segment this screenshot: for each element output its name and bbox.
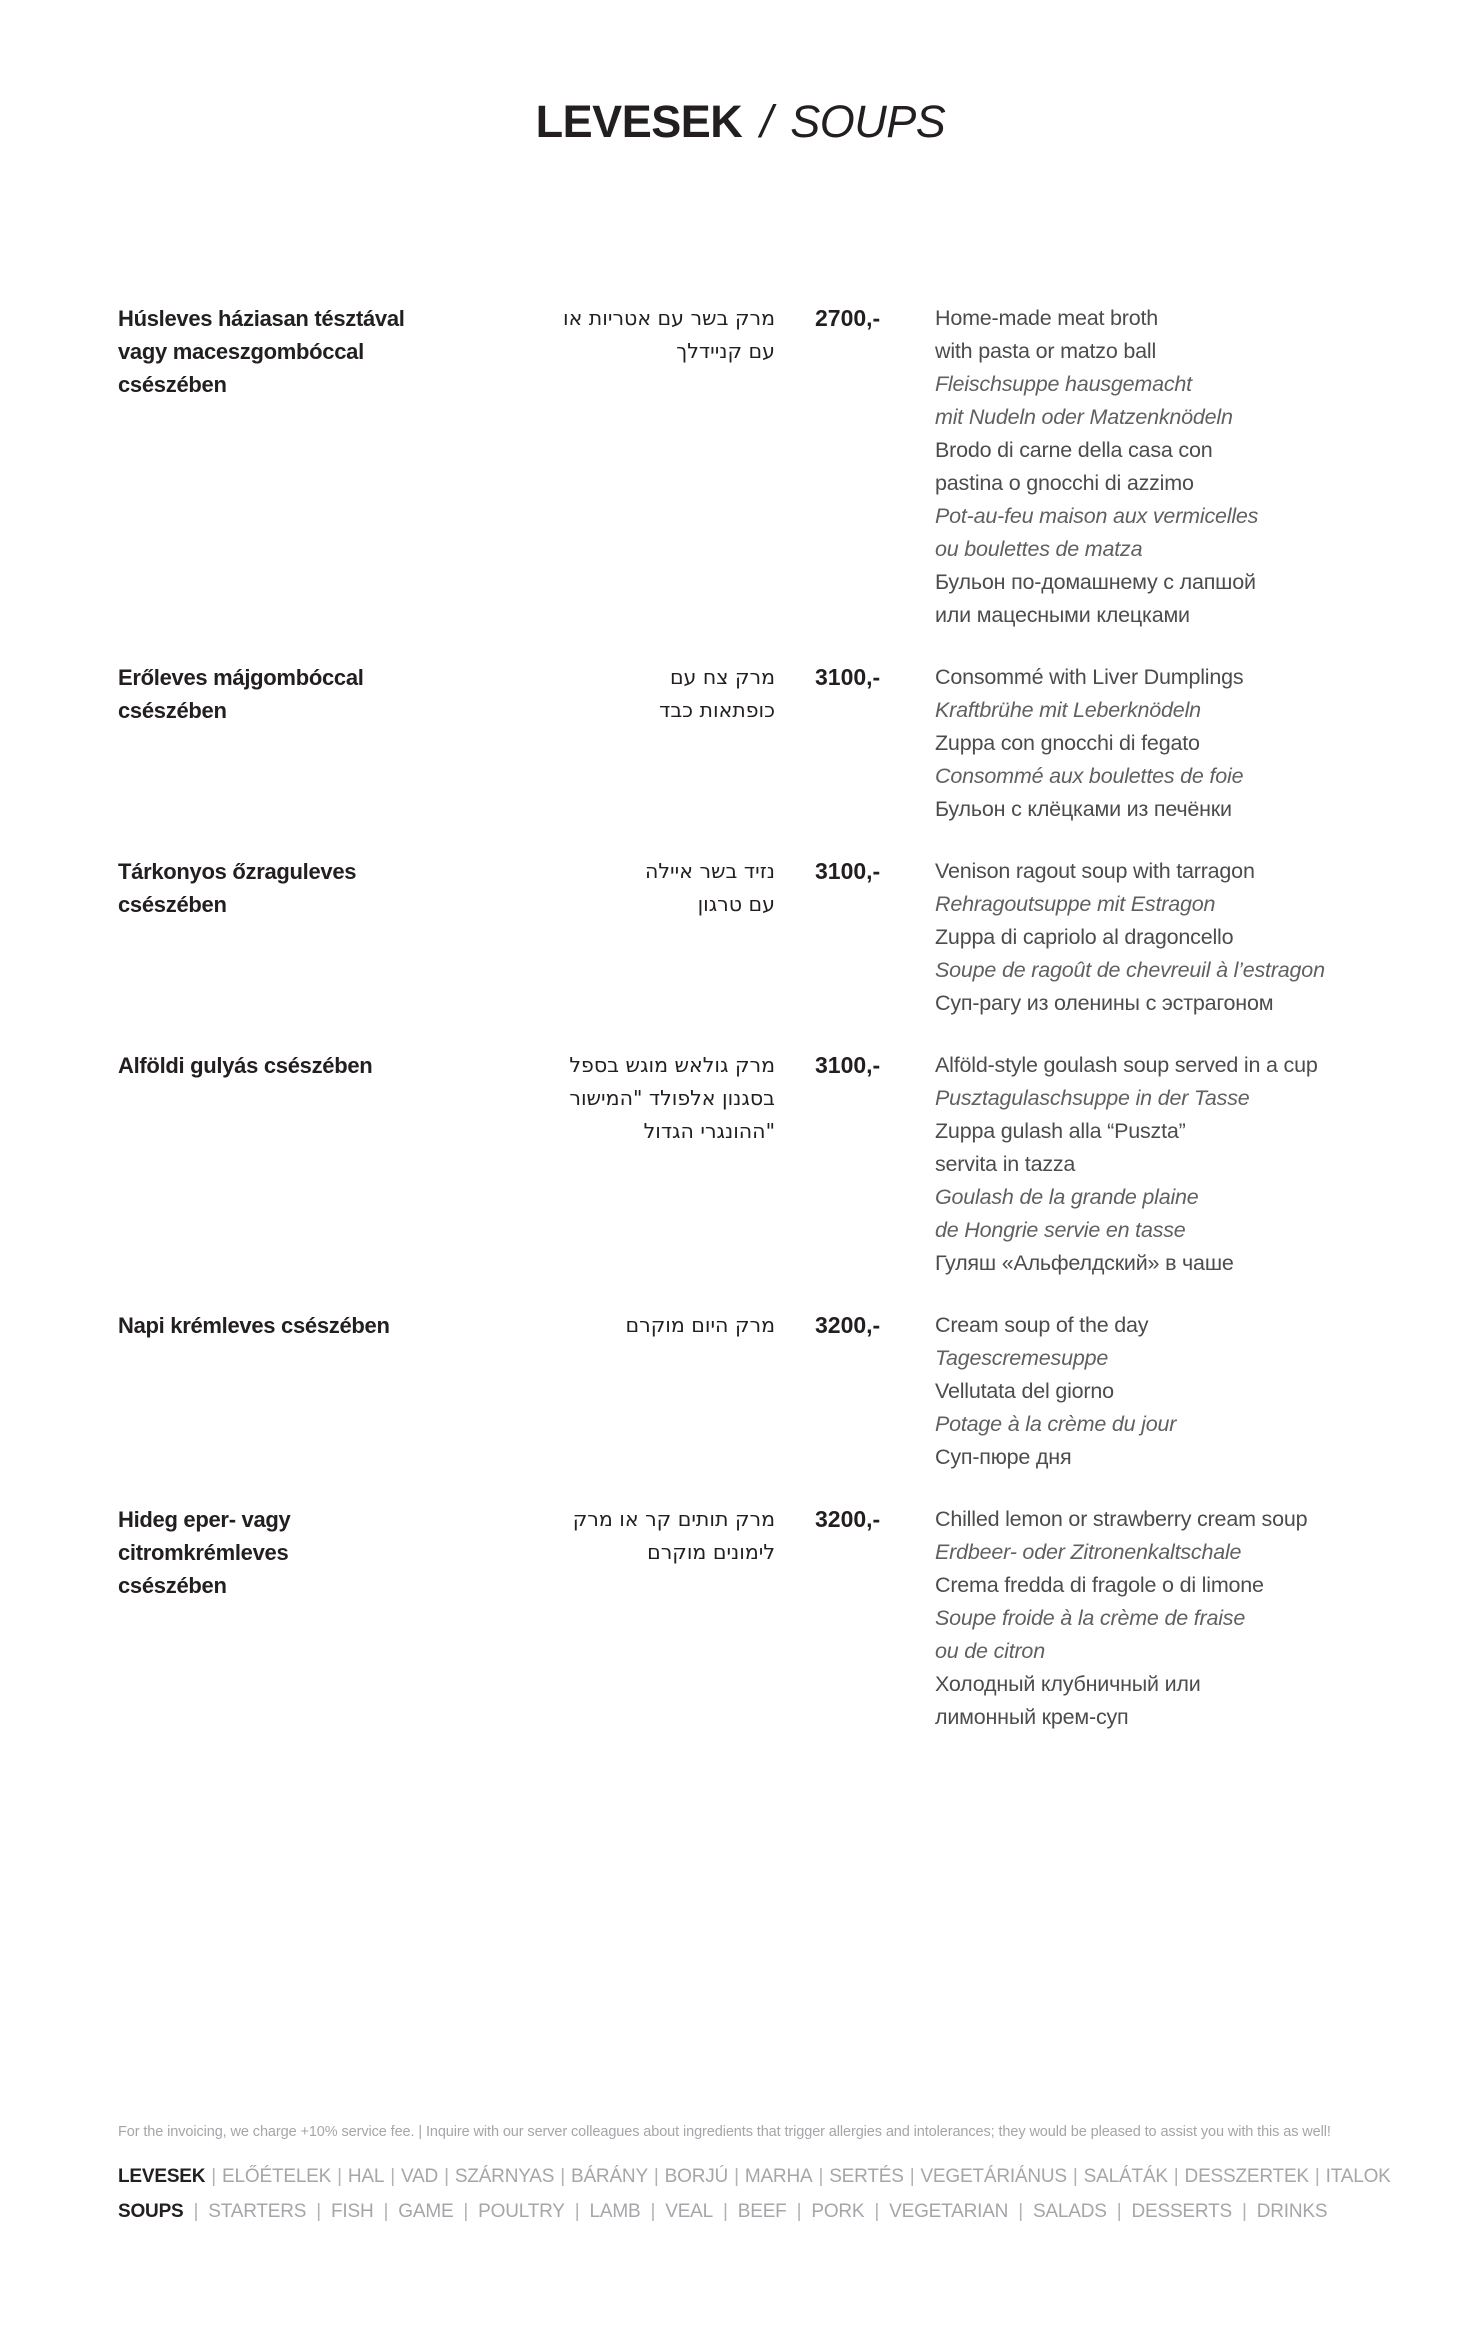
translation-line-de: Rehragoutsuppe mit Estragon (935, 892, 1216, 916)
translation-line-de: Erdbeer- oder Zitronenkaltschale (935, 1540, 1242, 1564)
nav-item-desszertek[interactable]: DESSZERTEK (1184, 2166, 1309, 2187)
translation-line-it: Vellutata del giorno (935, 1379, 1114, 1403)
page-title-english: SOUPS (790, 96, 946, 147)
nav-separator: | (463, 2201, 469, 2222)
nav-item-veal[interactable]: VEAL (665, 2201, 714, 2222)
translation-line-fr: ou boulettes de matza (935, 537, 1143, 561)
nav-item-marha[interactable]: MARHA (744, 2166, 813, 2187)
item-name-hebrew (420, 1049, 775, 1280)
translation-line-en: Consommé with Liver Dumplings (935, 665, 1244, 689)
section-nav-english (118, 2201, 1438, 2223)
translation-line-fr: Soupe froide à la crème de fraise (935, 1606, 1246, 1630)
translation-line-ru: Бульон по-домашнему с лапшой (935, 570, 1256, 594)
nav-separator: | (796, 2201, 802, 2222)
item-name-line: Húsleves háziasan tésztával (118, 306, 405, 331)
nav-item-lamb[interactable]: LAMB (589, 2201, 641, 2222)
translation-line-ru: Бульон с клёцками из печёнки (935, 797, 1232, 821)
nav-item-vad[interactable]: VAD (401, 2166, 439, 2187)
hebrew-line: לימונים מוקרם (647, 1540, 775, 1564)
nav-item-salads[interactable]: SALADS (1032, 2201, 1107, 2222)
hebrew-line: מרק גולאש מוגש בספל (569, 1053, 775, 1077)
translation-line-fr: Goulash de la grande plaine (935, 1185, 1199, 1209)
nav-item-saláták[interactable]: SALÁTÁK (1083, 2166, 1168, 2187)
hebrew-line: מרק היום מוקרם (625, 1313, 775, 1337)
menu-item (118, 855, 1390, 1020)
item-name-line: Tárkonyos őzraguleves (118, 859, 357, 884)
item-name-line: citromkrémleves (118, 1540, 289, 1565)
nav-item-bárány[interactable]: BÁRÁNY (570, 2166, 648, 2187)
translation-line-de: mit Nudeln oder Matzenknödeln (935, 405, 1233, 429)
hebrew-line: "ההונגרי הגדול (643, 1119, 775, 1143)
nav-separator: | (650, 2201, 656, 2222)
nav-item-szárnyas[interactable]: SZÁRNYAS (454, 2166, 555, 2187)
nav-item-előételek[interactable]: ELŐÉTELEK (222, 2166, 332, 2187)
nav-separator: | (734, 2166, 739, 2187)
item-name-hebrew (420, 661, 775, 826)
nav-separator: | (574, 2201, 580, 2222)
translation-line-fr: Potage à la crème du jour (935, 1412, 1177, 1436)
translation-line-fr: Consommé aux boulettes de foie (935, 764, 1244, 788)
item-price: 2700,- (815, 305, 881, 331)
item-name-line: Napi krémleves csészében (118, 1313, 390, 1338)
item-name-hebrew (420, 855, 775, 1020)
page-title (0, 96, 1481, 148)
translation-line-en: Cream soup of the day (935, 1313, 1149, 1337)
item-translations (935, 1309, 1390, 1474)
page-title-hungarian: LEVESEK (535, 96, 743, 147)
nav-separator: | (1116, 2201, 1122, 2222)
menu-item (118, 1309, 1390, 1474)
nav-separator: | (1173, 2166, 1179, 2187)
nav-separator: | (909, 2166, 915, 2187)
hebrew-line: בסגנון אלפולד "המישור (569, 1086, 775, 1110)
item-price: 3100,- (815, 858, 881, 884)
translation-line-it: Zuppa di capriolo al dragoncello (935, 925, 1234, 949)
translation-line-en: Alföld-style goulash soup served in a cup (935, 1053, 1318, 1077)
translation-line-ru: Гуляш «Альфелдский» в чаше (935, 1251, 1234, 1275)
translation-line-de: Tagescremesuppe (935, 1346, 1109, 1370)
nav-item-vegetarian[interactable]: VEGETARIAN (889, 2201, 1009, 2222)
translation-line-it: Zuppa gulash alla “Puszta” (935, 1119, 1186, 1143)
menu-item (118, 1503, 1390, 1734)
nav-separator: | (1072, 2166, 1078, 2187)
item-translations (935, 661, 1390, 826)
translation-line-it: Brodo di carne della casa con (935, 438, 1213, 462)
item-name-line: csészében (118, 1573, 227, 1598)
nav-item-borjú[interactable]: BORJÚ (664, 2166, 729, 2187)
nav-separator: | (723, 2201, 728, 2222)
hebrew-line: מרק תותים קר או מרק (572, 1507, 775, 1531)
translation-line-en: Chilled lemon or strawberry cream soup (935, 1507, 1308, 1531)
item-name-line: Erőleves májgombóccal (118, 665, 364, 690)
item-name-hungarian (118, 855, 420, 1020)
nav-item-italok[interactable]: ITALOK (1325, 2166, 1391, 2187)
nav-separator: | (1241, 2201, 1247, 2222)
translation-line-ru: Суп-пюре дня (935, 1445, 1072, 1469)
item-name-line: vagy maceszgombóccal (118, 339, 364, 364)
hebrew-line: עם טרגון (697, 892, 775, 916)
translation-line-fr: Pot-au-feu maison aux vermicelles (935, 504, 1259, 528)
nav-item-game[interactable]: GAME (398, 2201, 454, 2222)
item-name-hungarian (118, 1503, 420, 1734)
footer (118, 2124, 1438, 2236)
nav-separator: | (1314, 2166, 1320, 2187)
hebrew-line: מרק צח עם (669, 665, 775, 689)
nav-separator: | (818, 2166, 824, 2187)
translation-line-it: servita in tazza (935, 1152, 1076, 1176)
page-title-separator: / (760, 96, 773, 147)
item-name-line: csészében (118, 892, 227, 917)
item-price: 3200,- (815, 1312, 881, 1338)
item-name-hebrew (420, 1309, 775, 1474)
translation-line-de: Fleischsuppe hausgemacht (935, 372, 1192, 396)
nav-item-beef[interactable]: BEEF (737, 2201, 787, 2222)
item-translations (935, 855, 1390, 1020)
item-name-line: Hideg eper- vagy (118, 1507, 291, 1532)
translation-line-ru: или мацесными клецками (935, 603, 1190, 627)
item-translations (935, 1049, 1390, 1280)
item-price: 3100,- (815, 1052, 881, 1078)
item-name-hebrew (420, 1503, 775, 1734)
nav-item-pork[interactable]: PORK (811, 2201, 865, 2222)
item-name-line: Alföldi gulyás csészében (118, 1053, 373, 1078)
nav-separator: | (193, 2201, 199, 2222)
item-price: 3100,- (815, 664, 881, 690)
hebrew-line: מרק בשר עם אטריות או (563, 306, 775, 330)
nav-separator: | (383, 2201, 389, 2222)
nav-item-desserts[interactable]: DESSERTS (1131, 2201, 1232, 2222)
translation-line-it: Zuppa con gnocchi di fegato (935, 731, 1200, 755)
nav-item-poultry[interactable]: POULTRY (478, 2201, 565, 2222)
nav-separator: | (560, 2166, 565, 2187)
nav-item-hal[interactable]: HAL (347, 2166, 385, 2187)
hebrew-line: נזיד בשר איילה (645, 859, 775, 883)
menu-item-list (118, 302, 1390, 1763)
nav-item-drinks[interactable]: DRINKS (1256, 2201, 1328, 2222)
nav-separator: | (653, 2166, 659, 2187)
item-translations (935, 302, 1390, 632)
translation-line-en: Venison ragout soup with tarragon (935, 859, 1255, 883)
item-name-hungarian (118, 302, 420, 632)
nav-separator: | (390, 2166, 396, 2187)
menu-item (118, 1049, 1390, 1280)
translation-line-it: Crema fredda di fragole o di limone (935, 1573, 1264, 1597)
nav-item-starters[interactable]: STARTERS (208, 2201, 307, 2222)
item-name-line: csészében (118, 372, 227, 397)
nav-separator: | (211, 2166, 217, 2187)
nav-separator: | (316, 2201, 322, 2222)
translation-line-fr: Soupe de ragoût de chevreuil à l’estragon (935, 958, 1325, 982)
translation-line-de: Pusztagulaschsuppe in der Tasse (935, 1086, 1250, 1110)
item-translations (935, 1503, 1390, 1734)
service-fee-note: For the invoicing, we charge +10% service fee. | Inquire with our server colleagues about ingredients that trigger allergies and intolerances; they would be pleased to assist you with this as well! (118, 2124, 1331, 2140)
nav-item-fish[interactable]: FISH (331, 2201, 374, 2222)
nav-separator: | (1018, 2201, 1023, 2222)
translation-line-it: pastina o gnocchi di azzimo (935, 471, 1194, 495)
hebrew-line: כופתאות כבד (659, 698, 775, 722)
translation-line-en: with pasta or matzo ball (935, 339, 1157, 363)
hebrew-line: עם קניידלך (676, 339, 775, 363)
item-name-hungarian (118, 1049, 420, 1280)
translation-line-ru: лимонный крем-суп (935, 1705, 1129, 1729)
nav-item-sertés[interactable]: SERTÉS (829, 2166, 904, 2187)
translation-line-de: Kraftbrühe mit Leberknödeln (935, 698, 1201, 722)
translation-line-fr: de Hongrie servie en tasse (935, 1218, 1186, 1242)
nav-item-soups[interactable]: SOUPS (118, 2201, 184, 2222)
item-name-hebrew (420, 302, 775, 632)
nav-separator: | (444, 2166, 449, 2187)
menu-item (118, 302, 1390, 632)
menu-item (118, 661, 1390, 826)
nav-item-levesek[interactable]: LEVESEK (118, 2166, 206, 2187)
item-name-hungarian (118, 661, 420, 826)
translation-line-fr: ou de citron (935, 1639, 1045, 1663)
translation-line-ru: Холодный клубничный или (935, 1672, 1201, 1696)
translation-line-en: Home-made meat broth (935, 306, 1159, 330)
nav-separator: | (874, 2201, 880, 2222)
item-name-hungarian (118, 1309, 420, 1474)
item-price: 3200,- (815, 1506, 881, 1532)
section-nav-hungarian (118, 2166, 1438, 2188)
nav-separator: | (337, 2166, 342, 2187)
nav-item-vegetáriánus[interactable]: VEGETÁRIÁNUS (920, 2166, 1067, 2187)
item-name-line: csészében (118, 698, 227, 723)
translation-line-ru: Суп-рагу из оленины с эстрагоном (935, 991, 1274, 1015)
